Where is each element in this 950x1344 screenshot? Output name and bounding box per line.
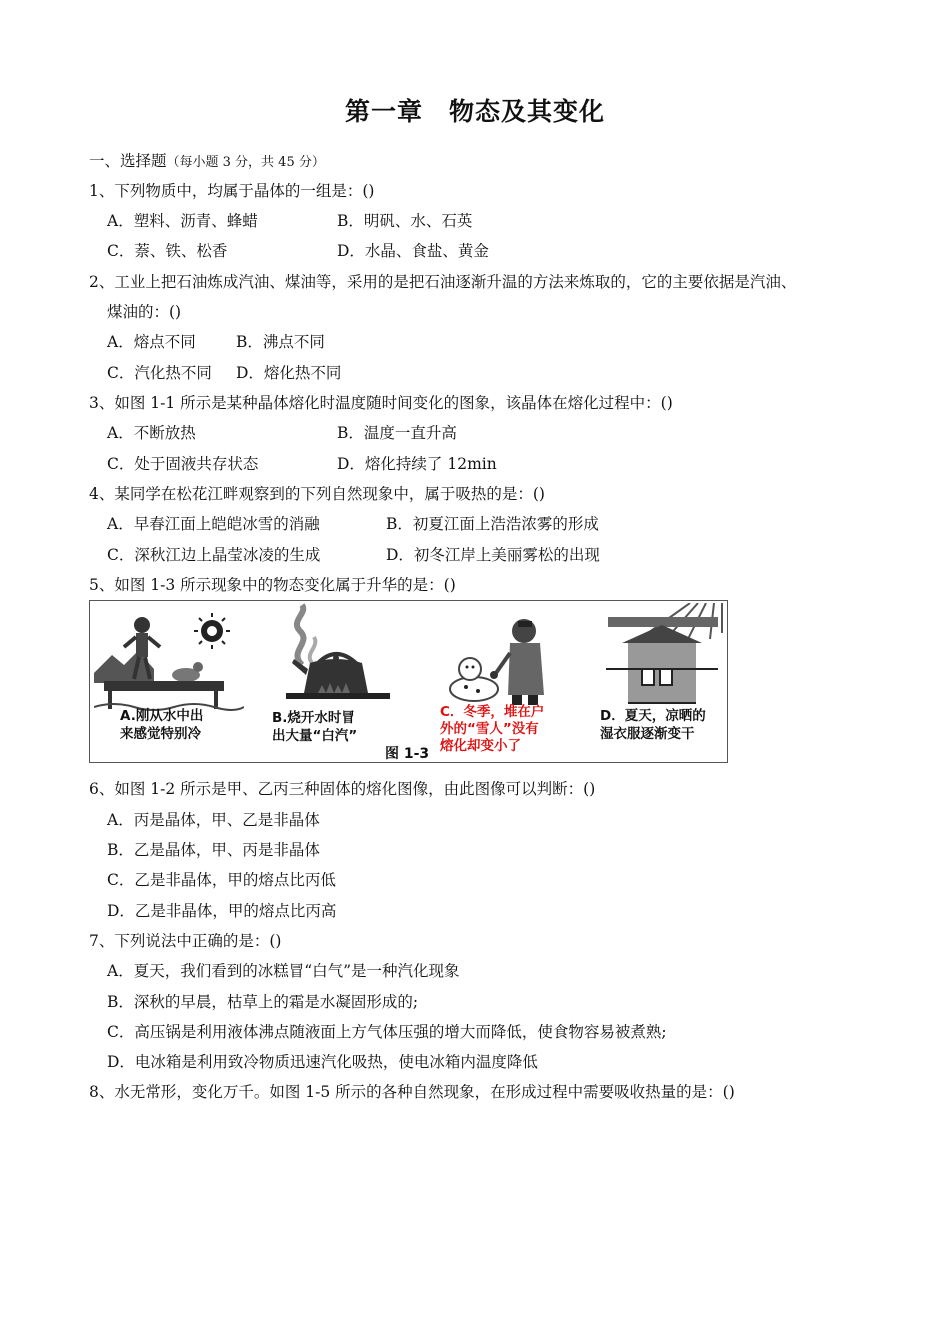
question-1-stem: 1、下列物质中，均属于晶体的一组是：() [89, 182, 375, 200]
question-2-option-c: C．汽化热不同 [107, 364, 212, 382]
panel-b [258, 603, 398, 761]
question-1-option-c: C．萘、铁、松香 [107, 242, 228, 260]
question-6-stem: 6、如图 1-2 所示是甲、乙丙三种固体的熔化图像，由此图像可以判断：() [89, 780, 596, 798]
question-6-option-c: C．乙是非晶体，甲的熔点比丙低 [107, 871, 336, 889]
caption-c-line2: 外的“雪人”没有 [440, 721, 539, 737]
panel-c [428, 603, 578, 761]
question-7-option-d: D．电冰箱是利用致冷物质迅速汽化吸热，使电冰箱内温度降低 [107, 1053, 538, 1071]
question-1-option-a: A．塑料、沥青、蜂蜡 [107, 212, 258, 230]
question-6-option-a: A．丙是晶体，甲、乙是非晶体 [107, 811, 320, 829]
section-note: （每小题 3 分，共 45 分） [166, 155, 325, 170]
caption-b-line1: B.烧开水时冒 [272, 710, 355, 726]
question-2-stem: 2、工业上把石油炼成汽油、煤油等，采用的是把石油逐渐升温的方法来炼取的，它的主要依据是汽油、 [89, 273, 797, 291]
question-7-option-c: C．高压锅是利用液体沸点随液面上方气体压强的增大而降低，使食物容易被煮熟; [107, 1023, 667, 1041]
caption-c-line1: C．冬季，堆在户 [440, 704, 545, 720]
question-4-stem: 4、某同学在松花江畔观察到的下列自然现象中，属于吸热的是：() [89, 485, 545, 503]
question-1-option-d: D．水晶、食盐、黄金 [337, 242, 489, 260]
chapter-name: 物态及其变化 [449, 97, 606, 126]
question-2-option-a: A．熔点不同 [107, 333, 196, 351]
question-4-option-a: A．早春江面上皑皑冰雪的消融 [107, 515, 320, 533]
clothes-illustration [598, 603, 726, 707]
figure-label: 图 1-3 [385, 746, 430, 762]
figure-1-3 [89, 600, 728, 763]
swimmer-illustration [94, 603, 244, 713]
question-3-option-b: B．温度一直升高 [337, 424, 457, 442]
snowman-illustration [428, 603, 578, 707]
sun-icon [194, 613, 230, 649]
question-6-option-d: D．乙是非晶体，甲的熔点比丙高 [107, 902, 337, 920]
question-3-option-a: A．不断放热 [107, 424, 196, 442]
question-7-option-a: A．夏天，我们看到的冰糕冒“白气”是一种汽化现象 [107, 962, 460, 980]
chapter-number: 第一章 [344, 97, 423, 126]
caption-d-line1: D．夏天，凉晒的 [600, 708, 706, 724]
question-5-stem: 5、如图 1-3 所示现象中的物态变化属于升华的是：() [89, 576, 456, 594]
question-7-stem: 7、下列说法中正确的是：() [89, 932, 282, 950]
panel-d [598, 603, 726, 761]
caption-a-line2: 来感觉特别冷 [120, 726, 201, 742]
question-4-option-b: B．初夏江面上浩浩浓雾的形成 [386, 515, 599, 533]
question-7-option-b: B．深秋的早晨，枯草上的霜是水凝固形成的; [107, 993, 419, 1011]
section-heading [89, 151, 325, 173]
question-3-option-c: C．处于固液共存状态 [107, 455, 259, 473]
caption-c-line3: 熔化却变小了 [440, 738, 521, 754]
question-4-option-c: C．深秋江边上晶莹冰凌的生成 [107, 546, 321, 564]
question-3-option-d: D．熔化持续了 12min [337, 455, 497, 473]
caption-a-line1: A.刚从水中出 [120, 708, 204, 724]
page-title [0, 92, 950, 128]
section-label: 一、选择题 [89, 152, 167, 170]
question-2-option-b: B．沸点不同 [236, 333, 325, 351]
question-6-option-b: B．乙是晶体，甲、丙是非晶体 [107, 841, 320, 859]
question-2-option-d: D．熔化热不同 [236, 364, 342, 382]
question-1-option-b: B．明矾、水、石英 [337, 212, 473, 230]
panel-a [94, 603, 244, 761]
kettle-illustration [258, 603, 398, 709]
caption-d-line2: 湿衣服逐渐变干 [600, 726, 695, 742]
question-3-stem: 3、如图 1-1 所示是某种晶体熔化时温度随时间变化的图象，该晶体在熔化过程中：() [89, 394, 673, 412]
question-4-option-d: D．初冬江岸上美丽雾松的出现 [386, 546, 600, 564]
question-2-stem-cont: 煤油的：() [107, 303, 182, 321]
question-8-stem: 8、水无常形，变化万千。如图 1-5 所示的各种自然现象，在形成过程中需要吸收热量的是：() [89, 1083, 735, 1101]
caption-b-line2: 出大量“白汽” [272, 728, 358, 744]
